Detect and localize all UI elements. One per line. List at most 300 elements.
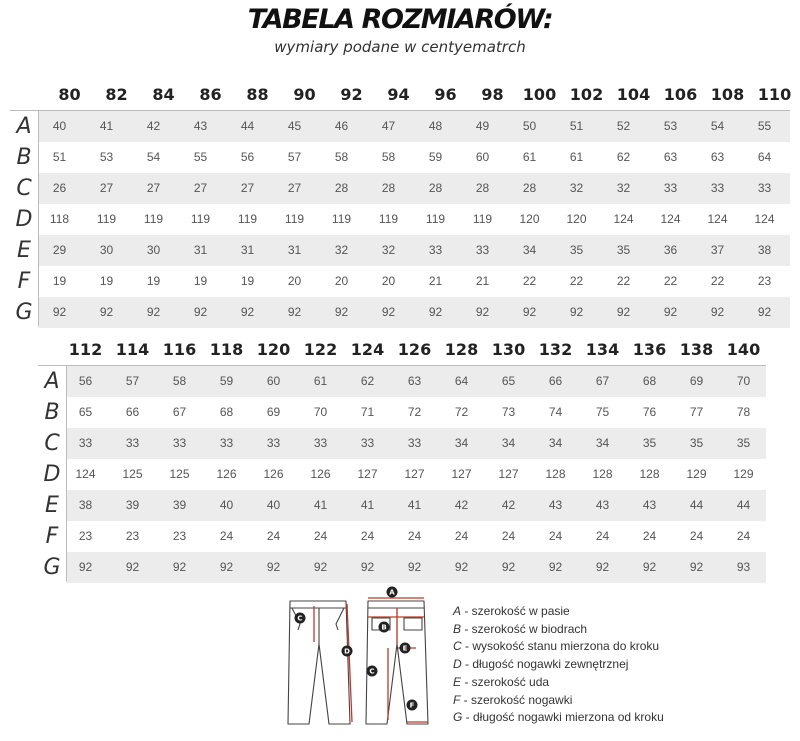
table-cell: 45 xyxy=(287,119,302,133)
table-cell: 36 xyxy=(663,243,678,257)
table-cell: 67 xyxy=(172,405,187,419)
table-cell: 60 xyxy=(266,374,281,388)
size-header: 106 xyxy=(663,85,698,104)
table-cell: 54 xyxy=(146,150,161,164)
table-cell: 35 xyxy=(736,436,751,450)
table-cell: 24 xyxy=(689,529,704,543)
table-cell: 24 xyxy=(407,529,422,543)
size-header: 130 xyxy=(491,340,526,359)
svg-text:F: F xyxy=(409,701,415,710)
table-cell: 92 xyxy=(52,305,67,319)
table-cell: 34 xyxy=(595,436,610,450)
table-cell: 92 xyxy=(313,560,328,574)
table-cell: 66 xyxy=(548,374,563,388)
table-cell: 124 xyxy=(660,212,681,226)
table-cell: 124 xyxy=(613,212,634,226)
table-cell: 119 xyxy=(143,212,164,226)
table-cell: 68 xyxy=(642,374,657,388)
table-cell: 33 xyxy=(407,436,422,450)
table-cell: 92 xyxy=(407,560,422,574)
table-cell: 119 xyxy=(425,212,446,226)
table-cell: 126 xyxy=(310,467,331,481)
table-cell: 92 xyxy=(710,305,725,319)
table-cell: 92 xyxy=(172,560,187,574)
table-cell: 19 xyxy=(146,274,161,288)
table-cell: 64 xyxy=(757,150,772,164)
table-cell: 92 xyxy=(287,305,302,319)
table-cell: 129 xyxy=(686,467,707,481)
table-cell: 128 xyxy=(639,467,660,481)
size-header: 120 xyxy=(256,340,291,359)
row-label: A xyxy=(16,114,32,139)
table-cell: 119 xyxy=(331,212,352,226)
table-cell: 93 xyxy=(736,560,751,574)
legend-text: - długość nogawki mierzona od kroku xyxy=(462,710,664,725)
table-cell: 33 xyxy=(78,436,93,450)
legend-key: G xyxy=(453,710,463,725)
table-cell: 92 xyxy=(360,560,375,574)
table-cell: 33 xyxy=(428,243,443,257)
table-cell: 34 xyxy=(548,436,563,450)
page-subtitle: wymiary podane w centyematrch xyxy=(274,38,526,56)
row-label: B xyxy=(16,145,32,170)
table-cell: 119 xyxy=(284,212,305,226)
table-row xyxy=(10,173,790,204)
table-cell: 28 xyxy=(334,181,349,195)
table-cell: 50 xyxy=(522,119,537,133)
row-cells xyxy=(36,142,788,173)
table-cell: 32 xyxy=(381,243,396,257)
table-cell: 40 xyxy=(266,498,281,512)
table-cell: 32 xyxy=(334,243,349,257)
size-header: 138 xyxy=(679,340,714,359)
table-cell: 28 xyxy=(522,181,537,195)
size-header: 116 xyxy=(162,340,197,359)
table-cell: 24 xyxy=(595,529,610,543)
table-cell: 44 xyxy=(689,498,704,512)
row-cells xyxy=(62,490,767,521)
row-cells xyxy=(36,173,788,204)
row-cells xyxy=(62,552,767,583)
size-header: 114 xyxy=(115,340,150,359)
table-row xyxy=(38,552,766,583)
table-cell: 92 xyxy=(501,560,516,574)
table-cell: 118 xyxy=(49,212,70,226)
row-label: E xyxy=(45,493,59,518)
size-header: 136 xyxy=(632,340,667,359)
svg-text:D: D xyxy=(344,647,350,656)
size-header: 98 xyxy=(481,85,504,104)
table-cell: 22 xyxy=(663,274,678,288)
table-row xyxy=(38,459,766,490)
table-cell: 43 xyxy=(193,119,208,133)
table-cell: 92 xyxy=(266,560,281,574)
table-cell: 33 xyxy=(360,436,375,450)
measurement-legend xyxy=(453,603,664,727)
table-cell: 33 xyxy=(710,181,725,195)
table-cell: 53 xyxy=(663,119,678,133)
table-cell: 92 xyxy=(219,560,234,574)
table-cell: 35 xyxy=(616,243,631,257)
size-table-2 xyxy=(38,339,766,581)
legend-key: B xyxy=(453,621,462,636)
table-cell: 92 xyxy=(334,305,349,319)
row-label: F xyxy=(45,524,59,549)
table-row xyxy=(10,297,790,328)
row-cells xyxy=(62,397,767,428)
table-cell: 119 xyxy=(190,212,211,226)
table-cell: 40 xyxy=(52,119,67,133)
size-header: 132 xyxy=(538,340,573,359)
size-header: 92 xyxy=(340,85,363,104)
table-cell: 74 xyxy=(548,405,563,419)
table-cell: 67 xyxy=(595,374,610,388)
size-header-row xyxy=(46,84,798,106)
table-cell: 92 xyxy=(475,305,490,319)
table-cell: 22 xyxy=(522,274,537,288)
table-cell: 59 xyxy=(219,374,234,388)
size-header: 86 xyxy=(199,85,222,104)
table-cell: 28 xyxy=(428,181,443,195)
table-cell: 31 xyxy=(287,243,302,257)
table-cell: 32 xyxy=(616,181,631,195)
table-cell: 92 xyxy=(381,305,396,319)
table-cell: 125 xyxy=(122,467,143,481)
table-cell: 34 xyxy=(522,243,537,257)
table-cell: 33 xyxy=(757,181,772,195)
table-cell: 92 xyxy=(454,560,469,574)
row-label: C xyxy=(16,176,32,201)
table-cell: 43 xyxy=(595,498,610,512)
size-header: 108 xyxy=(710,85,745,104)
table-cell: 30 xyxy=(99,243,114,257)
trousers-measurement-icon xyxy=(276,584,444,734)
table-cell: 92 xyxy=(642,560,657,574)
size-header: 82 xyxy=(105,85,128,104)
table-cell: 127 xyxy=(451,467,472,481)
table-cell: 69 xyxy=(266,405,281,419)
table-cell: 58 xyxy=(334,150,349,164)
size-header: 88 xyxy=(246,85,269,104)
legend-text: - szerokość w biodrach xyxy=(461,621,588,636)
table-cell: 33 xyxy=(172,436,187,450)
legend-key: E xyxy=(453,674,462,689)
row-label: A xyxy=(44,369,60,394)
row-cells xyxy=(62,521,767,552)
table-cell: 24 xyxy=(454,529,469,543)
table-cell: 34 xyxy=(501,436,516,450)
table-cell: 27 xyxy=(287,181,302,195)
table-cell: 127 xyxy=(357,467,378,481)
legend-key: D xyxy=(453,657,462,672)
row-cells xyxy=(62,428,767,459)
table-cell: 34 xyxy=(454,436,469,450)
table-cell: 128 xyxy=(545,467,566,481)
table-cell: 77 xyxy=(689,405,704,419)
table-cell: 26 xyxy=(52,181,67,195)
table-cell: 92 xyxy=(240,305,255,319)
table-cell: 37 xyxy=(710,243,725,257)
table-cell: 23 xyxy=(125,529,140,543)
table-cell: 92 xyxy=(522,305,537,319)
table-cell: 120 xyxy=(519,212,540,226)
table-cell: 76 xyxy=(642,405,657,419)
table-cell: 24 xyxy=(736,529,751,543)
table-cell: 23 xyxy=(78,529,93,543)
table-cell: 19 xyxy=(193,274,208,288)
table-cell: 92 xyxy=(663,305,678,319)
table-cell: 92 xyxy=(193,305,208,319)
table-cell: 57 xyxy=(287,150,302,164)
table-row xyxy=(38,397,766,428)
table-row xyxy=(10,204,790,235)
table-cell: 42 xyxy=(454,498,469,512)
table-cell: 24 xyxy=(501,529,516,543)
table-cell: 119 xyxy=(237,212,258,226)
table-cell: 52 xyxy=(616,119,631,133)
table-cell: 57 xyxy=(125,374,140,388)
table-cell: 27 xyxy=(193,181,208,195)
table-cell: 44 xyxy=(240,119,255,133)
table-cell: 119 xyxy=(472,212,493,226)
table-cell: 72 xyxy=(454,405,469,419)
row-cells xyxy=(36,297,788,328)
table-cell: 61 xyxy=(313,374,328,388)
table-cell: 27 xyxy=(146,181,161,195)
table-cell: 24 xyxy=(360,529,375,543)
table-cell: 92 xyxy=(595,560,610,574)
table-cell: 75 xyxy=(595,405,610,419)
size-header-row xyxy=(62,339,767,361)
size-header: 90 xyxy=(293,85,316,104)
table-cell: 65 xyxy=(501,374,516,388)
table-cell: 55 xyxy=(757,119,772,133)
table-cell: 27 xyxy=(99,181,114,195)
legend-text: - szerokość uda xyxy=(461,674,550,689)
row-label: G xyxy=(43,555,61,580)
table-row xyxy=(38,490,766,521)
table-cell: 92 xyxy=(689,560,704,574)
legend-key: C xyxy=(453,639,462,654)
table-cell: 70 xyxy=(736,374,751,388)
table-cell: 69 xyxy=(689,374,704,388)
table-cell: 24 xyxy=(642,529,657,543)
table-cell: 63 xyxy=(710,150,725,164)
table-cell: 21 xyxy=(428,274,443,288)
legend-text: - długość nogawki zewnętrznej xyxy=(461,657,629,672)
table-cell: 33 xyxy=(219,436,234,450)
table-cell: 22 xyxy=(569,274,584,288)
table-cell: 33 xyxy=(125,436,140,450)
table-cell: 35 xyxy=(689,436,704,450)
table-cell: 92 xyxy=(757,305,772,319)
table-cell: 55 xyxy=(193,150,208,164)
row-label: E xyxy=(17,238,31,263)
table-cell: 44 xyxy=(736,498,751,512)
size-header: 126 xyxy=(397,340,432,359)
size-header: 128 xyxy=(444,340,479,359)
table-cell: 33 xyxy=(475,243,490,257)
table-row xyxy=(10,142,790,173)
table-cell: 126 xyxy=(263,467,284,481)
row-cells xyxy=(36,235,788,266)
legend-text: - wysokość stanu mierzona do kroku xyxy=(461,639,660,654)
table-cell: 59 xyxy=(428,150,443,164)
size-header: 124 xyxy=(350,340,385,359)
table-cell: 48 xyxy=(428,119,443,133)
table-cell: 19 xyxy=(240,274,255,288)
table-row xyxy=(38,428,766,459)
table-cell: 29 xyxy=(52,243,67,257)
table-cell: 92 xyxy=(569,305,584,319)
table-cell: 61 xyxy=(569,150,584,164)
table-cell: 24 xyxy=(219,529,234,543)
svg-text:B: B xyxy=(381,623,387,632)
svg-text:C: C xyxy=(369,667,375,676)
table-cell: 127 xyxy=(498,467,519,481)
table-row xyxy=(10,266,790,297)
table-cell: 20 xyxy=(381,274,396,288)
table-cell: 72 xyxy=(407,405,422,419)
table-cell: 42 xyxy=(146,119,161,133)
table-cell: 92 xyxy=(428,305,443,319)
table-cell: 73 xyxy=(501,405,516,419)
table-cell: 78 xyxy=(736,405,751,419)
size-header: 122 xyxy=(303,340,338,359)
size-header: 112 xyxy=(68,340,103,359)
table-cell: 35 xyxy=(642,436,657,450)
table-cell: 41 xyxy=(99,119,114,133)
table-cell: 58 xyxy=(381,150,396,164)
table-cell: 30 xyxy=(146,243,161,257)
table-cell: 20 xyxy=(287,274,302,288)
table-cell: 63 xyxy=(663,150,678,164)
table-cell: 125 xyxy=(169,467,190,481)
table-cell: 92 xyxy=(548,560,563,574)
table-cell: 41 xyxy=(313,498,328,512)
table-cell: 60 xyxy=(475,150,490,164)
row-cells xyxy=(36,266,788,297)
row-label: F xyxy=(17,269,31,294)
size-header: 104 xyxy=(616,85,651,104)
row-label: B xyxy=(44,400,60,425)
row-label: G xyxy=(15,300,33,325)
size-header: 134 xyxy=(585,340,620,359)
table-cell: 65 xyxy=(78,405,93,419)
table-cell: 28 xyxy=(381,181,396,195)
table-cell: 24 xyxy=(266,529,281,543)
table-cell: 24 xyxy=(548,529,563,543)
table-cell: 46 xyxy=(334,119,349,133)
table-cell: 92 xyxy=(78,560,93,574)
table-cell: 33 xyxy=(663,181,678,195)
label-divider xyxy=(38,111,39,326)
table-cell: 120 xyxy=(566,212,587,226)
row-label: D xyxy=(15,207,33,232)
row-cells xyxy=(62,366,767,397)
size-header: 140 xyxy=(726,340,761,359)
table-cell: 92 xyxy=(616,305,631,319)
table-cell: 51 xyxy=(569,119,584,133)
table-cell: 62 xyxy=(616,150,631,164)
table-cell: 31 xyxy=(193,243,208,257)
row-cells xyxy=(36,111,788,142)
table-cell: 38 xyxy=(78,498,93,512)
row-label: C xyxy=(44,431,60,456)
table-cell: 19 xyxy=(99,274,114,288)
table-cell: 119 xyxy=(96,212,117,226)
legend-key: A xyxy=(453,604,462,618)
legend-item xyxy=(453,656,664,674)
legend-item xyxy=(453,709,664,727)
table-cell: 129 xyxy=(733,467,754,481)
table-cell: 92 xyxy=(125,560,140,574)
table-cell: 53 xyxy=(99,150,114,164)
table-cell: 31 xyxy=(240,243,255,257)
table-cell: 51 xyxy=(52,150,67,164)
table-cell: 47 xyxy=(381,119,396,133)
svg-text:C: C xyxy=(297,614,303,623)
legend-item xyxy=(453,603,664,621)
table-cell: 43 xyxy=(548,498,563,512)
table-cell: 68 xyxy=(219,405,234,419)
table-cell: 124 xyxy=(754,212,775,226)
size-header: 102 xyxy=(569,85,604,104)
table-cell: 39 xyxy=(125,498,140,512)
legend-item xyxy=(453,638,664,656)
table-cell: 124 xyxy=(707,212,728,226)
table-cell: 22 xyxy=(710,274,725,288)
size-header: 94 xyxy=(387,85,410,104)
legend-key: F xyxy=(453,692,461,707)
table-cell: 127 xyxy=(404,467,425,481)
size-header: 110 xyxy=(757,85,792,104)
table-cell: 33 xyxy=(266,436,281,450)
size-header: 100 xyxy=(522,85,557,104)
table-cell: 126 xyxy=(216,467,237,481)
size-header: 96 xyxy=(434,85,457,104)
table-cell: 70 xyxy=(313,405,328,419)
table-cell: 32 xyxy=(569,181,584,195)
legend-text: - szerokość nogawki xyxy=(460,692,573,707)
table-row xyxy=(38,521,766,552)
legend-item xyxy=(453,621,664,639)
table-cell: 41 xyxy=(360,498,375,512)
table-row xyxy=(10,111,790,142)
table-cell: 39 xyxy=(172,498,187,512)
table-cell: 19 xyxy=(52,274,67,288)
row-cells xyxy=(62,459,767,490)
page-title: TABELA ROZMIARÓW: xyxy=(247,4,553,35)
table-cell: 33 xyxy=(313,436,328,450)
legend-item xyxy=(453,674,664,692)
table-cell: 119 xyxy=(378,212,399,226)
table-cell: 124 xyxy=(75,467,96,481)
table-cell: 22 xyxy=(616,274,631,288)
size-header: 118 xyxy=(209,340,244,359)
table-cell: 35 xyxy=(569,243,584,257)
table-cell: 63 xyxy=(407,374,422,388)
table-cell: 71 xyxy=(360,405,375,419)
table-cell: 38 xyxy=(757,243,772,257)
table-row xyxy=(38,366,766,397)
table-cell: 56 xyxy=(240,150,255,164)
svg-text:A: A xyxy=(389,588,395,597)
table-cell: 66 xyxy=(125,405,140,419)
row-cells xyxy=(36,204,788,235)
table-row xyxy=(10,235,790,266)
table-cell: 27 xyxy=(240,181,255,195)
